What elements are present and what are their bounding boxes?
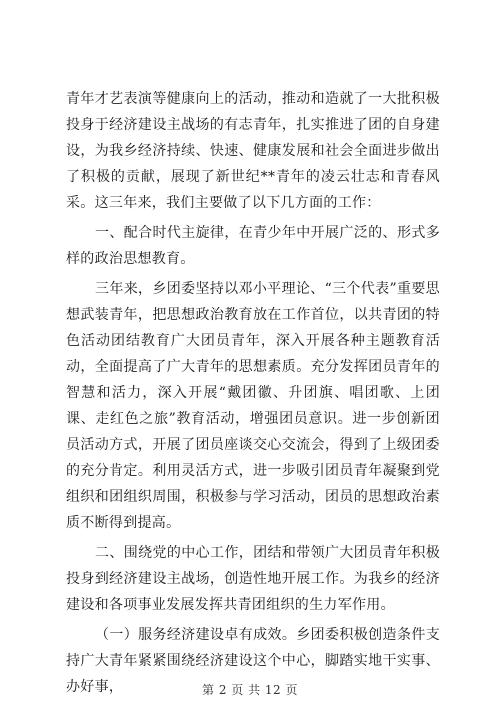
paragraph-activities-summary: 青年才艺表演等健康向上的活动，推动和造就了一大批积极投身于经济建设主战场的有志青年，扎实推进了团的自身建设，为我乡经济持续、快速、健康发展和社会全面进步做出了积极的贡献，展现了新世纪**青年的凌云壮志和青春风采。这三年来，我们主要做了以下几方面的工作： (66, 91, 440, 211)
document-body (66, 86, 440, 700)
paragraph-political-education: 三年来，乡团委坚持以邓小平理论、“三个代表”重要思想武装青年，把思想政治教育放在工作首位，以共青团的特色活动团结教育广大团员青年，深入开展各种主题教育活动，全面提高了广大青年的思想素质。充分发挥团员青年的智慧和活力，深入开展“戴团徽、升团旗、唱团歌、上团课、走红色之旅”教育活动，增强团员意识。进一步创新团员活动方式，开展了团员座谈交心交流会，得到了上级团委的充分肯定。利用灵活方式，进一步吸引团员青年凝聚到党组织和团组织周围，积极参与学习活动，团员的思想政治素质不断得到提高。 (66, 281, 440, 531)
section-heading-political-education: 一、配合时代主旋律，在青少年中开展广泛的、形式多样的政治思想教育。 (66, 225, 440, 267)
subsection-economic-service: （一）服务经济建设卓有成效。乡团委积极创造条件支持广大青年紧紧围绕经济建设这个中心，脚踏实地干实事、办好事， (66, 627, 440, 695)
section-heading-economic-construction: 二、围绕党的中心工作，团结和带领广大团员青年积极投身到经济建设主战场，创造性地开展工作。为我乡的经济建设和各项事业发展发挥共青团组织的生力军作用。 (66, 545, 440, 613)
page-footer: 第 2 页 共 12 页 (202, 683, 298, 697)
